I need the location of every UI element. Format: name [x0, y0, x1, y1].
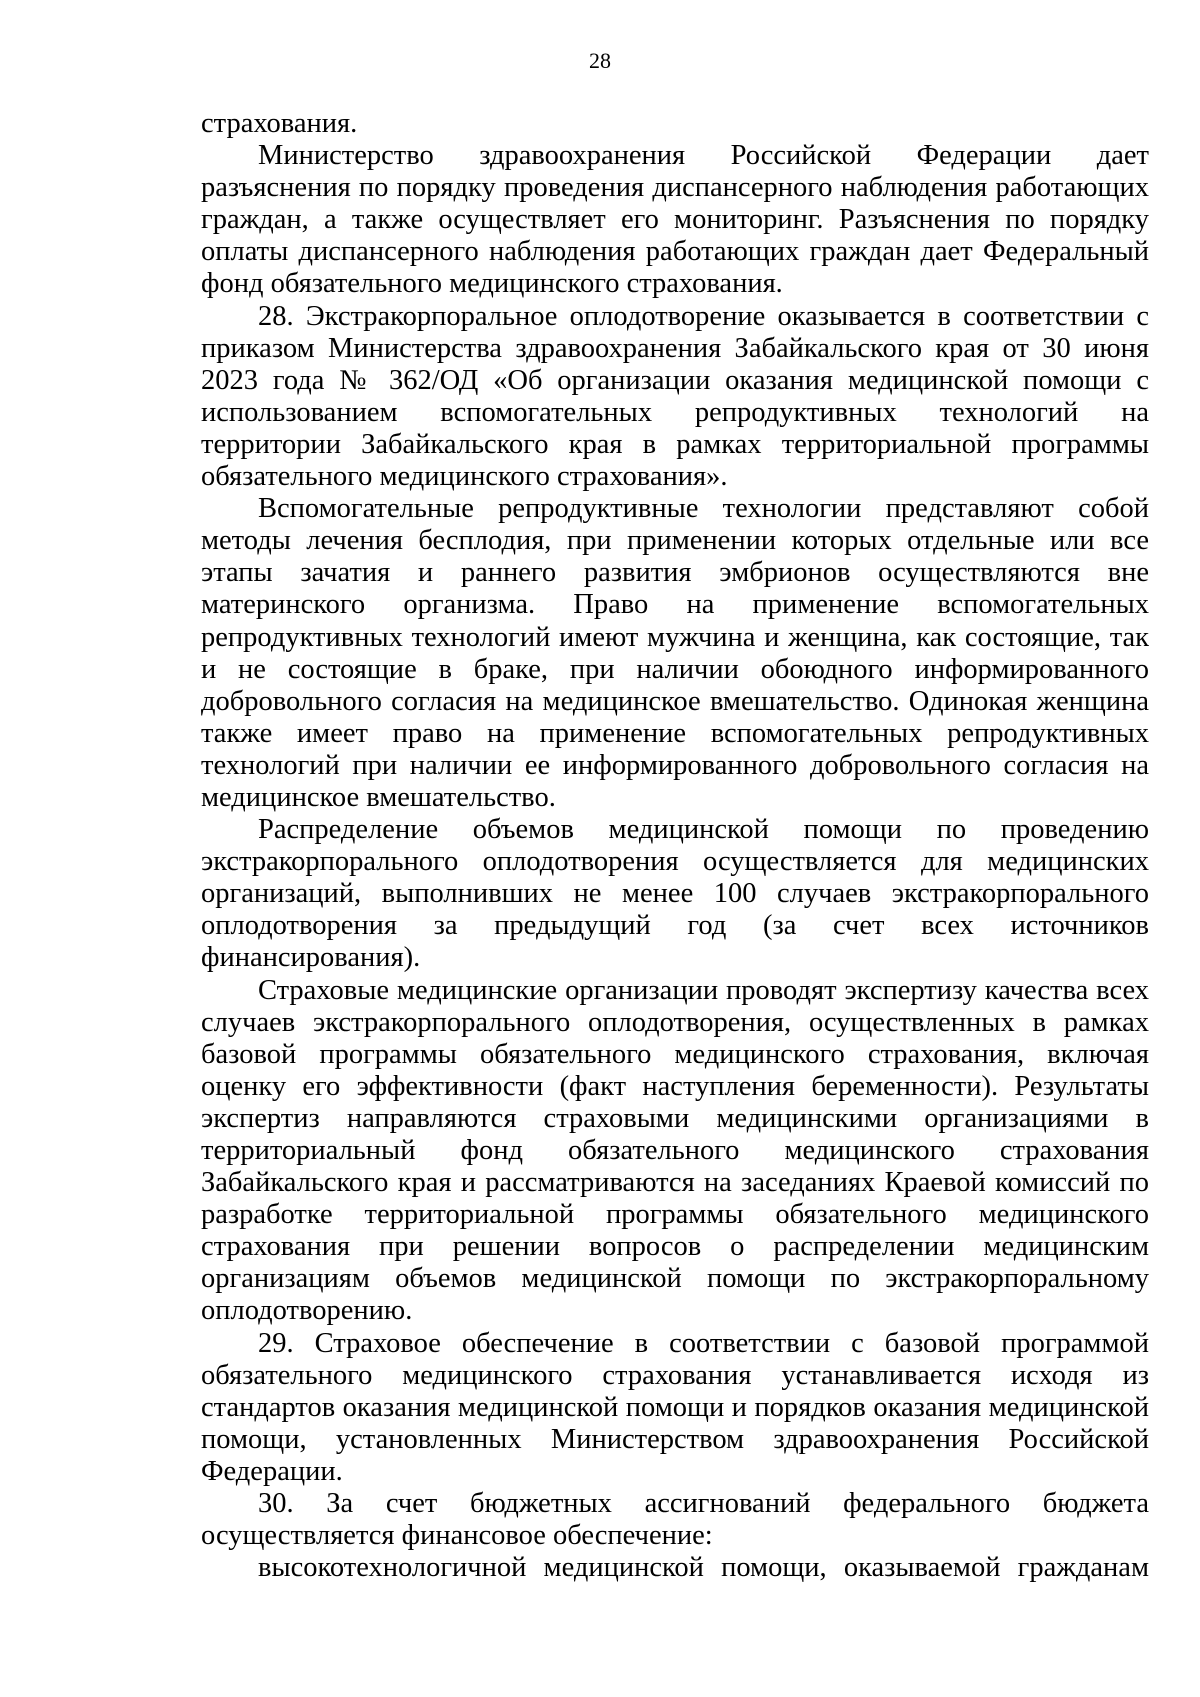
document-body [201, 108, 1149, 1584]
paragraph-ministry-clarifications: Министерство здравоохранения Российской Федерации дает разъяснения по порядку проведения диспансерного наблюдения работающих граждан, а также осуществляет его мониторинг. Разъяснения по порядку оплаты диспансерного наблюдения работающих граждан дает Федеральный фонд обязательного медицинского страхования. [201, 140, 1149, 300]
paragraph-item-28: 28. Экстракорпоральное оплодотворение оказывается в соответствии с приказом Министерства здравоохранения Забайкальского края от 30 июня 2023 года № 362/ОД «Об организации оказания медицинской помощи с использованием вспомогательных репродуктивных технологий на территории Забайкальского края в рамках территориальной программы обязательного медицинского страхования». [201, 300, 1149, 493]
paragraph-item-30: 30. За счет бюджетных ассигнований федерального бюджета осуществляется финансовое обеспечение: [201, 1488, 1149, 1552]
paragraph-high-tech-care: высокотехнологичной медицинской помощи, оказываемой гражданам [258, 1552, 1149, 1584]
paragraph-quality-expertise: Страховые медицинские организации проводят экспертизу качества всех случаев экстракорпорального оплодотворения, осуществленных в рамках базовой программы обязательного медицинского страхования, включая оценку его эффективности (факт наступления беременности). Результаты экспертиз направляются страховыми медицинскими организациями в территориальный фонд обязательного медицинского страхования Забайкальского края и рассматриваются на заседаниях Краевой комиссий по разработке территориальной программы обязательного медицинского страхования при решении вопросов о распределении медицинским организациям объемов медицинской помощи по экстракорпоральному оплодотворению. [201, 974, 1149, 1327]
paragraph-volume-distribution: Распределение объемов медицинской помощи по проведению экстракорпорального оплодотворения осуществляется для медицинских организаций, выполнивших не менее 100 случаев экстракорпорального оплодотворения за предыдущий год (за счет всех источников финансирования). [201, 814, 1149, 974]
paragraph-art-definition: Вспомогательные репродуктивные технологии представляют собой методы лечения бесплодия, при применении которых отдельные или все этапы зачатия и раннего развития эмбрионов осуществляются вне материнского организма. Право на применение вспомогательных репродуктивных технологий имеют мужчина и женщина, как состоящие, так и не состоящие в браке, при наличии обоюдного информированного добровольного согласия на медицинское вмешательство. Одинокая женщина также имеет право на применение вспомогательных репродуктивных технологий при наличии ее информированного добровольного согласия на медицинское вмешательство. [201, 493, 1149, 813]
page-number: 28 [589, 48, 611, 73]
paragraph-item-29: 29. Страховое обеспечение в соответствии с базовой программой обязательного медицинского страхования устанавливается исходя из стандартов оказания медицинской помощи и порядков оказания медицинской помощи, установленных Министерством здравоохранения Российской Федерации. [201, 1327, 1149, 1487]
paragraph-continuation: страхования. [201, 108, 358, 139]
